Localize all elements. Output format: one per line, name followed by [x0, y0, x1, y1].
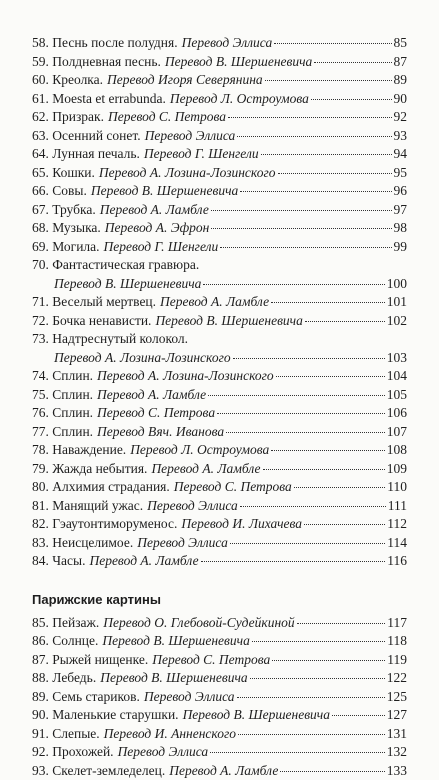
toc-entry[interactable] — [32, 404, 407, 423]
entry-translator: Перевод С. Петрова — [108, 108, 226, 127]
entry-title: Сплин. — [52, 386, 93, 405]
entry-title: Рыжей нищенке. — [52, 651, 148, 670]
entry-number: 75. — [32, 386, 49, 405]
entry-title: Сплин. — [52, 423, 93, 442]
toc-section — [32, 34, 407, 571]
toc-entry[interactable] — [32, 614, 407, 633]
dot-leader — [263, 468, 385, 470]
entry-translator: Перевод И. Лихачева — [181, 515, 302, 534]
entry-page-number: 127 — [387, 706, 407, 725]
entry-title: Полдневная песнь. — [52, 53, 161, 72]
entry-title: Трубка. — [52, 201, 95, 220]
entry-translator: Перевод Эллиса — [145, 127, 236, 146]
entry-page-number: 99 — [394, 238, 408, 257]
entry-title: Лунная печаль. — [52, 145, 140, 164]
entry-translator: Перевод Г. Шенгели — [144, 145, 259, 164]
dot-leader — [211, 227, 391, 229]
dot-leader — [271, 301, 385, 303]
entry-number: 65. — [32, 164, 49, 183]
entry-number: 78. — [32, 441, 49, 460]
toc-entry[interactable] — [32, 688, 407, 707]
entry-translator: Перевод В. Шершеневича — [102, 632, 249, 651]
entry-title: Лебедь. — [52, 669, 96, 688]
toc-entry[interactable] — [32, 330, 407, 367]
entry-translator: Перевод В. Шершеневича — [91, 182, 238, 201]
toc-entry[interactable] — [32, 386, 407, 405]
toc-entry[interactable] — [32, 182, 407, 201]
entry-title: Музыка. — [52, 219, 101, 238]
entry-number: 61. — [32, 90, 49, 109]
dot-leader — [252, 640, 385, 642]
dot-leader — [276, 375, 385, 377]
entry-title: Могила. — [52, 238, 99, 257]
entry-page-number: 100 — [387, 275, 407, 294]
entry-number: 82. — [32, 515, 49, 534]
entry-title: Совы. — [52, 182, 87, 201]
entry-page-number: 118 — [387, 632, 407, 651]
toc-entry[interactable] — [32, 651, 407, 670]
entry-translator: Перевод О. Глебовой-Судейкиной — [103, 614, 294, 633]
entry-translator: Перевод Эллиса — [144, 688, 235, 707]
toc-entry[interactable] — [32, 534, 407, 553]
entry-translator: Перевод С. Петрова — [174, 478, 292, 497]
entry-title: Гэаутонтиморуменос. — [52, 515, 177, 534]
entry-translator: Перевод В. Шершеневича — [155, 312, 302, 331]
entry-translator: Перевод Л. Остроумова — [170, 90, 309, 109]
toc-entry[interactable] — [32, 460, 407, 479]
entry-translator: Перевод Эллиса — [137, 534, 228, 553]
toc-entry[interactable] — [32, 312, 407, 331]
entry-number: 69. — [32, 238, 49, 257]
entry-page-number: 97 — [394, 201, 408, 220]
entry-page-number: 94 — [394, 145, 408, 164]
entry-number: 80. — [32, 478, 49, 497]
entry-page-number: 89 — [394, 71, 408, 90]
entry-page-number: 114 — [387, 534, 407, 553]
entry-page-number: 93 — [394, 127, 408, 146]
entry-translator: Перевод Игоря Северянина — [107, 71, 263, 90]
entry-translator: Перевод Вяч. Иванова — [97, 423, 224, 442]
entry-translator: Перевод А. Лозина-Лозинского — [54, 349, 231, 368]
entry-translator: Перевод И. Анненского — [104, 725, 236, 744]
dot-leader — [278, 172, 392, 174]
toc-entry[interactable] — [32, 53, 407, 72]
entry-translator: Перевод А. Лозина-Лозинского — [99, 164, 276, 183]
dot-leader — [220, 246, 391, 248]
toc-entry[interactable] — [32, 515, 407, 534]
toc-entry[interactable] — [32, 238, 407, 257]
entry-translator: Перевод А. Эфрон — [105, 219, 210, 238]
entry-number: 76. — [32, 404, 49, 423]
entry-number: 79. — [32, 460, 49, 479]
entry-page-number: 106 — [387, 404, 407, 423]
toc-entry[interactable] — [32, 632, 407, 651]
toc-entry[interactable] — [32, 164, 407, 183]
entry-title: Фантастическая гравюра. — [52, 256, 199, 275]
entry-translator: Перевод Эллиса — [182, 34, 273, 53]
entry-number: 72. — [32, 312, 49, 331]
entry-page-number: 116 — [387, 552, 407, 571]
entry-title: Неисцелимое. — [52, 534, 133, 553]
entry-number: 70. — [32, 256, 49, 275]
dot-leader — [294, 486, 385, 488]
entry-page-number: 92 — [394, 108, 408, 127]
entry-number: 68. — [32, 219, 49, 238]
toc-entry[interactable] — [32, 552, 407, 571]
entry-page-number: 111 — [388, 497, 407, 516]
dot-leader — [210, 751, 385, 753]
entry-translator: Перевод В. Шершеневича — [183, 706, 330, 725]
entry-translator: Перевод А. Ламбле — [89, 552, 198, 571]
entry-page-number: 104 — [387, 367, 407, 386]
entry-title: Часы. — [52, 552, 85, 571]
toc-entry[interactable] — [32, 669, 407, 688]
dot-leader — [314, 61, 391, 63]
entry-page-number: 131 — [387, 725, 407, 744]
entry-number: 60. — [32, 71, 49, 90]
entry-title: Осенний сонет. — [52, 127, 140, 146]
entry-title: Солнце. — [52, 632, 98, 651]
entry-number: 62. — [32, 108, 49, 127]
toc-entry[interactable] — [32, 423, 407, 442]
toc-entry[interactable] — [32, 441, 407, 460]
entry-number: 58. — [32, 34, 49, 53]
dot-leader — [280, 770, 384, 772]
entry-number: 92. — [32, 743, 49, 762]
entry-number: 77. — [32, 423, 49, 442]
entry-page-number: 98 — [394, 219, 408, 238]
dot-leader — [311, 98, 392, 100]
toc-entry[interactable] — [32, 90, 407, 109]
toc-entry[interactable] — [32, 201, 407, 220]
entry-translator: Перевод Г. Шенгели — [104, 238, 219, 257]
dot-leader — [297, 622, 386, 624]
dot-leader — [233, 357, 385, 359]
entry-translator: Перевод Эллиса — [118, 743, 209, 762]
entry-title: Жажда небытия. — [52, 460, 147, 479]
entry-page-number: 109 — [387, 460, 407, 479]
entry-title: Сплин. — [52, 404, 93, 423]
dot-leader — [237, 135, 391, 137]
dot-leader — [208, 394, 385, 396]
entry-title: Скелет-земледелец. — [52, 762, 165, 780]
entry-page-number: 125 — [387, 688, 407, 707]
toc-entry[interactable] — [32, 34, 407, 53]
dot-leader — [332, 714, 385, 716]
entry-page-number: 103 — [387, 349, 407, 368]
entry-title: Moesta et errabunda. — [52, 90, 166, 109]
entry-number: 64. — [32, 145, 49, 164]
entry-translator: Перевод С. Петрова — [97, 404, 215, 423]
entry-page-number: 133 — [387, 762, 407, 780]
entry-translator: Перевод А. Ламбле — [169, 762, 278, 780]
entry-title: Веселый мертвец. — [52, 293, 156, 312]
entry-number: 91. — [32, 725, 49, 744]
entry-page-number: 102 — [387, 312, 407, 331]
dot-leader — [237, 696, 385, 698]
dot-leader — [217, 412, 385, 414]
dot-leader — [304, 523, 385, 525]
entry-translator: Перевод Л. Остроумова — [130, 441, 269, 460]
entry-translator: Перевод В. Шершеневича — [54, 275, 201, 294]
entry-page-number: 119 — [387, 651, 407, 670]
entry-title: Кошки. — [52, 164, 95, 183]
entry-translator: Перевод А. Ламбле — [100, 201, 209, 220]
entry-number: 89. — [32, 688, 49, 707]
entry-number: 88. — [32, 669, 49, 688]
toc-entry[interactable] — [32, 145, 407, 164]
dot-leader — [226, 431, 385, 433]
dot-leader — [305, 320, 385, 322]
entry-number: 67. — [32, 201, 49, 220]
entry-title: Семь стариков. — [52, 688, 140, 707]
toc-entry[interactable] — [32, 293, 407, 312]
dot-leader — [203, 283, 384, 285]
entry-number: 81. — [32, 497, 49, 516]
dot-leader — [240, 190, 391, 192]
dot-leader — [274, 42, 391, 44]
toc-entry[interactable] — [32, 71, 407, 90]
dot-leader — [238, 733, 385, 735]
toc-entry[interactable] — [32, 478, 407, 497]
entry-title: Прохожей. — [52, 743, 113, 762]
entry-title: Маленькие старушки. — [52, 706, 178, 725]
toc-entry[interactable] — [32, 497, 407, 516]
toc-section — [32, 591, 407, 780]
entry-number: 87. — [32, 651, 49, 670]
entry-number: 66. — [32, 182, 49, 201]
entry-translator: Перевод В. Шершеневича — [165, 53, 312, 72]
entry-page-number: 107 — [387, 423, 407, 442]
dot-leader — [265, 79, 392, 81]
entry-number: 86. — [32, 632, 49, 651]
entry-title: Креолка. — [52, 71, 103, 90]
entry-page-number: 122 — [387, 669, 407, 688]
dot-leader — [240, 505, 386, 507]
entry-number: 83. — [32, 534, 49, 553]
entry-title: Призрак. — [52, 108, 104, 127]
entry-translator: Перевод А. Ламбле — [151, 460, 260, 479]
entry-number: 73. — [32, 330, 49, 349]
entry-translator: Перевод С. Петрова — [152, 651, 270, 670]
entry-page-number: 96 — [394, 182, 408, 201]
toc-entry[interactable] — [32, 706, 407, 725]
dot-leader — [230, 542, 385, 544]
entry-translator: Перевод Эллиса — [147, 497, 238, 516]
dot-leader — [271, 449, 384, 451]
entry-translator: Перевод А. Ламбле — [97, 386, 206, 405]
entry-title: Слепые. — [52, 725, 99, 744]
dot-leader — [272, 659, 385, 661]
entry-page-number: 105 — [387, 386, 407, 405]
dot-leader — [211, 209, 392, 211]
table-of-contents — [32, 34, 407, 780]
entry-number: 85. — [32, 614, 49, 633]
toc-entry[interactable] — [32, 762, 407, 780]
dot-leader — [201, 560, 386, 562]
entry-page-number: 87 — [394, 53, 408, 72]
dot-leader — [261, 153, 392, 155]
entry-page-number: 85 — [394, 34, 408, 53]
entry-number: 74. — [32, 367, 49, 386]
entry-page-number: 90 — [394, 90, 408, 109]
entry-page-number: 112 — [387, 515, 407, 534]
entry-number: 71. — [32, 293, 49, 312]
entry-page-number: 101 — [387, 293, 407, 312]
entry-number: 90. — [32, 706, 49, 725]
dot-leader — [250, 677, 385, 679]
entry-title: Алхимия страдания. — [52, 478, 170, 497]
dot-leader — [228, 116, 391, 118]
entry-number: 63. — [32, 127, 49, 146]
toc-entry[interactable] — [32, 127, 407, 146]
entry-title: Надтреснутый колокол. — [52, 330, 188, 349]
entry-title: Наваждение. — [52, 441, 126, 460]
section-title: Парижские картины — [32, 591, 407, 608]
entry-page-number: 95 — [394, 164, 408, 183]
entry-page-number: 110 — [387, 478, 407, 497]
toc-entry[interactable] — [32, 256, 407, 293]
entry-translator: Перевод А. Лозина-Лозинского — [97, 367, 274, 386]
entry-number: 59. — [32, 53, 49, 72]
toc-entry[interactable] — [32, 219, 407, 238]
entry-page-number: 108 — [387, 441, 407, 460]
toc-entry[interactable] — [32, 743, 407, 762]
entry-page-number: 117 — [387, 614, 407, 633]
entry-title: Бочка ненависти. — [52, 312, 151, 331]
entry-title: Песнь после полудня. — [52, 34, 177, 53]
entry-title: Манящий ужас. — [52, 497, 143, 516]
toc-entry[interactable] — [32, 108, 407, 127]
entry-translator: Перевод В. Шершеневича — [100, 669, 247, 688]
toc-entry[interactable] — [32, 725, 407, 744]
toc-entry[interactable] — [32, 367, 407, 386]
entry-title: Сплин. — [52, 367, 93, 386]
entry-page-number: 132 — [387, 743, 407, 762]
entry-number: 93. — [32, 762, 49, 780]
entry-title: Пейзаж. — [52, 614, 99, 633]
entry-translator: Перевод А. Ламбле — [160, 293, 269, 312]
entry-number: 84. — [32, 552, 49, 571]
